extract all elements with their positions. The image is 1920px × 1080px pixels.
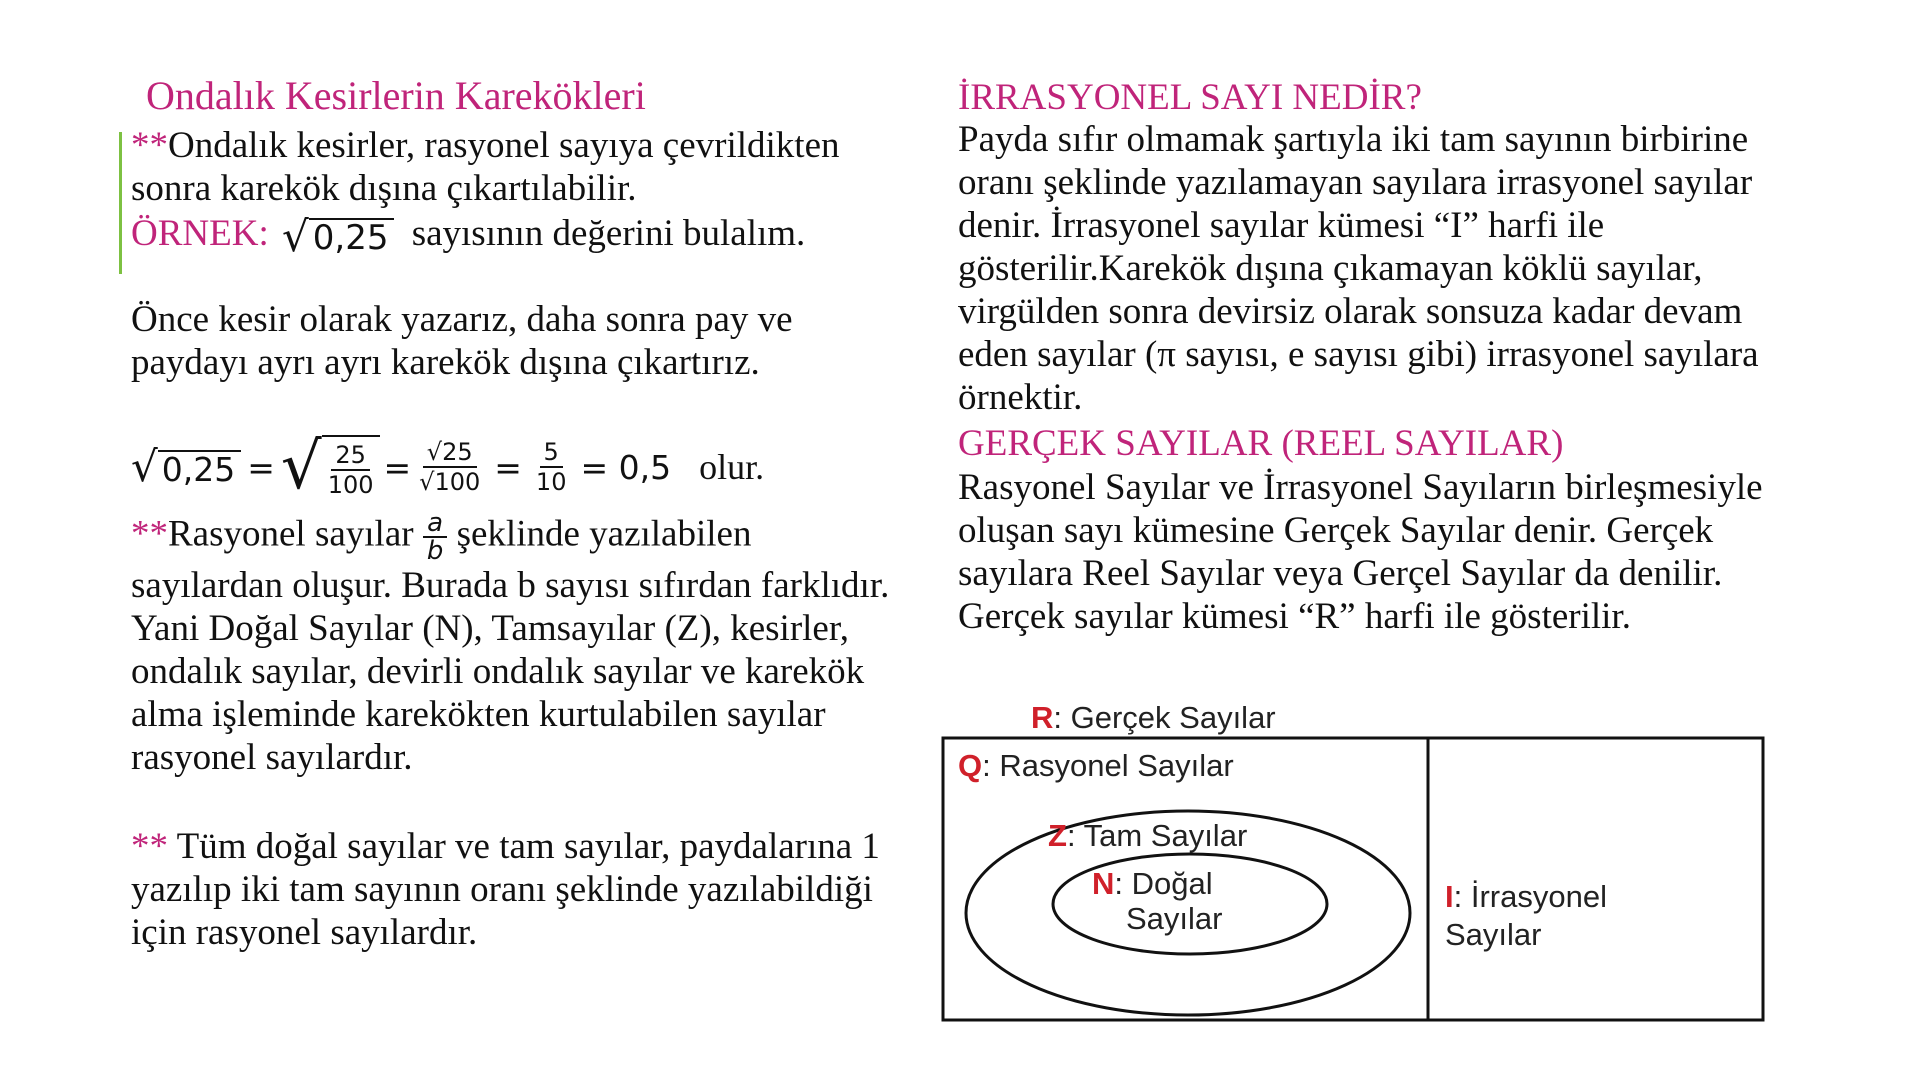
- section-title-irrational: İRRASYONEL SAYI NEDİR?: [958, 77, 1422, 118]
- accent-bar: [119, 132, 122, 274]
- paragraph-text: Ondalık kesirler, rasyonel sayıya çevrildikten sonra karekök dışına çıkartılabilir.: [131, 125, 840, 209]
- result: = 0,5: [580, 447, 672, 487]
- section-title-real-numbers: GERÇEK SAYILAR (REEL SAYILAR): [958, 423, 1564, 464]
- set-label: Sayılar: [1126, 901, 1223, 936]
- example-label: ÖRNEK:: [131, 213, 269, 254]
- set-label: Sayılar: [1445, 917, 1542, 952]
- set-letter: Z: [1048, 818, 1067, 853]
- section-title-decimal-roots: Ondalık Kesirlerin Karekökleri: [146, 73, 646, 118]
- paragraph-text: şeklinde yazılabilen sayılardan oluşur. Burada b sayısı sıfırdan farklıdır. Yani Doğal Sayılar (N), Tamsayılar (Z), kesirler, ondalık sayılar, devirli ondalık sayılar ve karekök alma işleminde karekökten kurtulabilen sayılar rasyonel sayılardır.: [131, 513, 890, 778]
- radicand: 0,25: [158, 450, 241, 488]
- marker: **: [131, 513, 168, 555]
- paragraph-integers-rational: [131, 825, 891, 954]
- label-rational: [958, 748, 1234, 784]
- fraction-numerator: 5: [540, 438, 563, 468]
- paragraph-irrational: Payda sıfır olmamak şartıyla iki tam sayının birbirine oranı şeklinde yazılamayan sayılara irrasyonel sayılar denir. İrrasyonel sayılar kümesi “I” harfi ile gösterilir.Karekök dışına çıkamayan köklü sayılar, virgülden sonra devirsiz olarak sonsuza kadar devam eden sayılar (π sayısı, e sayısı gibi) irrasyonel sayılara örnektir.: [958, 119, 1759, 418]
- marker: **: [131, 826, 168, 867]
- radicand-fraction: [322, 435, 380, 499]
- equation-suffix: olur.: [699, 446, 765, 487]
- label-real: [1031, 700, 1276, 736]
- numerator-value: 25: [442, 438, 473, 466]
- fraction: [532, 438, 571, 496]
- sqrt-fraction: [280, 430, 380, 504]
- marker: **: [131, 125, 168, 166]
- paragraph-rational-numbers: [131, 510, 891, 779]
- set-letter: I: [1445, 879, 1454, 914]
- fraction-denominator: √100: [419, 468, 481, 496]
- equals-sign: =: [247, 447, 275, 487]
- sqrt-expression: [281, 211, 394, 261]
- set-label: : Gerçek Sayılar: [1053, 700, 1276, 735]
- equation-line: [131, 424, 764, 510]
- denominator-value: 100: [434, 468, 481, 496]
- set-label: : Doğal: [1114, 866, 1213, 901]
- set-letter: R: [1031, 700, 1054, 735]
- sqrt-symbol: √: [281, 211, 309, 261]
- sqrt-symbol: √: [280, 430, 322, 504]
- fraction-denominator: b: [426, 536, 444, 566]
- fraction-denominator: 100: [327, 471, 374, 499]
- paragraph-decimal-fractions: [131, 124, 891, 210]
- equals-sign: =: [494, 447, 522, 487]
- set-letter: N: [1092, 866, 1115, 901]
- example-line: [131, 211, 806, 261]
- label-irrational: [1445, 878, 1607, 954]
- fraction: [324, 441, 378, 499]
- set-letter: Q: [958, 748, 983, 783]
- fraction-a-over-b: [423, 510, 448, 564]
- label-integers: [1048, 818, 1247, 854]
- radicand: 0,25: [309, 218, 395, 257]
- paragraph-method: Önce kesir olarak yazarız, daha sonra pay ve paydayı ayrı ayrı karekök dışına çıkartırız.: [131, 299, 793, 383]
- fraction-numerator: 25: [331, 441, 370, 471]
- fraction-denominator: 10: [535, 468, 567, 496]
- sqrt-symbol: √: [131, 442, 158, 491]
- example-text: sayısının değerini bulalım.: [411, 213, 806, 254]
- number-sets-diagram: [940, 700, 1770, 1030]
- sqrt-expression: [131, 442, 241, 491]
- set-label: : Rasyonel Sayılar: [982, 748, 1234, 783]
- paragraph-text: Rasyonel sayılar: [168, 513, 414, 555]
- paragraph-text: Tüm doğal sayılar ve tam sayılar, paydalarına 1 yazılıp iki tam sayının oranı şeklinde yazılabildiği için rasyonel sayılardır.: [131, 826, 880, 953]
- fraction-numerator: √25: [423, 438, 477, 468]
- set-label: : İrrasyonel: [1453, 879, 1607, 914]
- paragraph-real-numbers: Rasyonel Sayılar ve İrrasyonel Sayıların birleşmesiyle oluşan sayı kümesine Gerçek Sayılar denir. Gerçek sayılara Reel Sayılar veya Gerçel Sayılar da denilir. Gerçek sayılar kümesi “R” harfi ile gösterilir.: [958, 467, 1763, 637]
- equals-sign: =: [383, 447, 412, 487]
- label-naturals: [1092, 866, 1222, 936]
- fraction-of-roots: [415, 438, 484, 496]
- set-label: : Tam Sayılar: [1066, 818, 1248, 853]
- fraction-numerator: a: [423, 510, 447, 538]
